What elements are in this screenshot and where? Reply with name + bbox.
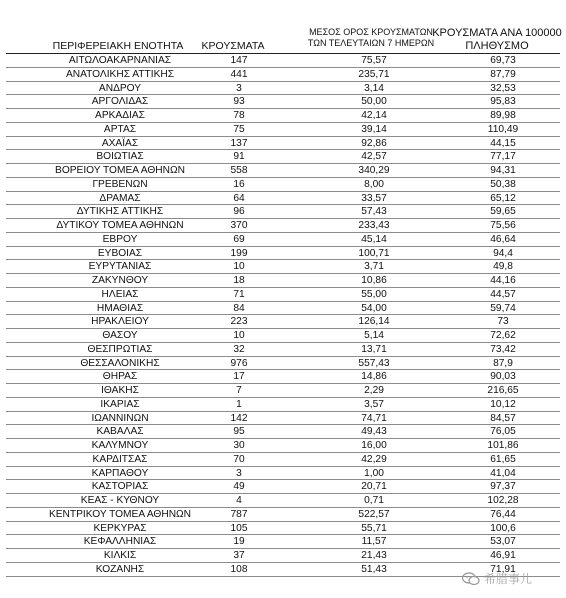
cell-region: ΚΑΛΥΜΝΟΥ: [91, 440, 149, 451]
cell-region: ΕΥΡΥΤΑΝΙΑΣ: [88, 261, 152, 273]
cell-region: ΘΗΡΑΣ: [102, 371, 138, 383]
cell-seven-day-average: 50,00: [361, 96, 387, 108]
cell-seven-day-average: 75,57: [361, 55, 387, 66]
cell-seven-day-average: 33,57: [361, 192, 387, 204]
cell-cases: 64: [233, 192, 245, 204]
cell-region: ΑΙΤΩΛΟΑΚΑΡΝΑΝΙΑΣ: [68, 55, 172, 66]
cell-cases: 10: [233, 330, 245, 341]
cell-seven-day-average: 522,57: [358, 508, 390, 520]
cell-cases: 199: [230, 247, 248, 259]
cell-per-100000: 10,12: [490, 398, 516, 410]
table-row: [6, 398, 560, 412]
cell-cases: 147: [230, 55, 248, 66]
column-header-region: ΠΕΡΙΦΕΡΕΙΑΚΗ ΕΝΟΤΗΤΑ: [52, 40, 184, 52]
cell-cases: 108: [230, 563, 248, 575]
cell-cases: 370: [230, 220, 248, 231]
cell-per-100000: 44,15: [490, 137, 516, 149]
cell-seven-day-average: 42,57: [361, 151, 387, 163]
table-row: [6, 453, 560, 467]
cell-cases: 37: [233, 550, 245, 561]
cell-region: ΑΡΚΑΔΙΑΣ: [95, 110, 145, 121]
cell-per-100000: 53,07: [490, 536, 516, 548]
cell-seven-day-average: 54,00: [361, 302, 387, 314]
cell-seven-day-average: 126,14: [358, 316, 390, 328]
table-row: [6, 480, 560, 494]
cell-per-100000: 41,04: [490, 467, 516, 479]
cell-per-100000: 87,9: [493, 357, 513, 369]
table-row: [6, 522, 560, 536]
table-row: [6, 467, 560, 481]
cell-seven-day-average: 13,71: [361, 343, 387, 355]
cell-seven-day-average: 3,14: [364, 82, 384, 94]
table-row: [6, 137, 560, 151]
cell-cases: 18: [233, 275, 245, 286]
table-row: [6, 178, 560, 192]
cell-seven-day-average: 235,71: [358, 68, 390, 80]
watermark: [462, 570, 532, 587]
table-row: [6, 302, 560, 316]
table-row: [6, 288, 560, 302]
cell-per-100000: 71,91: [490, 563, 516, 575]
table-row: [6, 274, 560, 288]
cell-region: ΕΥΒΟΙΑΣ: [97, 247, 143, 259]
cell-cases: 30: [233, 440, 245, 451]
cell-seven-day-average: 100,71: [358, 247, 390, 259]
cell-region: ΚΙΛΚΙΣ: [103, 550, 137, 561]
cell-cases: 91: [233, 151, 245, 163]
cell-cases: 7: [236, 385, 242, 396]
cell-region: ΙΩΑΝΝΙΝΩΝ: [91, 412, 149, 424]
cell-region: ΚΑΣΤΟΡΙΑΣ: [91, 481, 149, 493]
cell-region: ΚΑΡΠΑΘΟΥ: [91, 467, 149, 479]
cell-seven-day-average: 2,29: [364, 385, 384, 396]
cell-per-100000: 69,73: [490, 55, 516, 66]
column-header-seven-day-average: [296, 27, 446, 49]
cell-cases: 137: [230, 137, 248, 149]
table-row: [6, 439, 560, 453]
cell-per-100000: 110,49: [487, 123, 519, 135]
table-row: [6, 192, 560, 206]
cell-region: ΙΚΑΡΙΑΣ: [100, 398, 140, 410]
watermark-text: 希腊事儿: [484, 572, 533, 586]
cell-seven-day-average: 92,86: [361, 137, 387, 149]
cell-seven-day-average: 42,29: [361, 453, 387, 465]
cell-cases: 93: [233, 96, 245, 108]
cell-per-100000: 75,56: [490, 220, 516, 231]
cell-seven-day-average: 3,57: [364, 398, 384, 410]
table-row: [6, 260, 560, 274]
table-row: [6, 68, 560, 82]
cell-region: ΚΕΡΚΥΡΑΣ: [93, 522, 147, 534]
table-row: [6, 164, 560, 178]
cell-region: ΘΕΣΠΡΩΤΙΑΣ: [87, 343, 153, 355]
cell-cases: 17: [233, 371, 245, 383]
cell-seven-day-average: 340,29: [358, 165, 390, 176]
cell-region: ΚΕΝΤΡΙΚΟΥ ΤΟΜΕΑ ΑΘΗΝΩΝ: [48, 508, 192, 520]
cell-per-100000: 46,91: [490, 550, 516, 561]
cell-cases: 32: [233, 343, 245, 355]
table-row: [6, 549, 560, 563]
cell-seven-day-average: 39,14: [361, 123, 387, 135]
cell-per-100000: 50,38: [490, 178, 516, 190]
cell-region: ΓΡΕΒΕΝΩΝ: [92, 178, 148, 190]
table-row: [6, 535, 560, 549]
cell-cases: 16: [233, 178, 245, 190]
cell-cases: 71: [233, 288, 245, 300]
table-row: [6, 508, 560, 522]
cell-per-100000: 44,57: [490, 288, 516, 300]
cell-cases: 1: [236, 398, 242, 410]
cell-cases: 976: [230, 357, 248, 369]
table-row: [6, 205, 560, 219]
cell-cases: 4: [236, 495, 242, 506]
table-row: [6, 425, 560, 439]
cell-region: ΚΕΦΑΛΛΗΝΙΑΣ: [83, 536, 157, 548]
cell-region: ΑΝΑΤΟΛΙΚΗΣ ΑΤΤΙΚΗΣ: [65, 68, 175, 80]
table-row: [6, 233, 560, 247]
cell-region: ΚΑΒΑΛΑΣ: [96, 426, 144, 438]
cell-region: ΔΡΑΜΑΣ: [99, 192, 141, 204]
cell-per-100000: 76,44: [490, 508, 516, 520]
cell-seven-day-average: 57,43: [361, 206, 387, 218]
cell-cases: 3: [236, 467, 242, 479]
cell-seven-day-average: 0,71: [364, 495, 384, 506]
cell-region: ΑΡΓΟΛΙΔΑΣ: [91, 96, 149, 108]
cell-seven-day-average: 55,71: [361, 522, 387, 534]
cell-seven-day-average: 1,00: [364, 467, 384, 479]
wechat-bubble-icon: [462, 572, 480, 586]
column-header-avg-line1: ΜΕΣΟΣ ΟΡΟΣ ΚΡΟΥΣΜΑΤΩΝ: [309, 27, 433, 37]
cell-region: ΙΘΑΚΗΣ: [101, 385, 139, 396]
cell-per-100000: 100,6: [490, 522, 516, 534]
cell-per-100000: 97,37: [490, 481, 516, 493]
cell-cases: 223: [230, 316, 248, 328]
cell-region: ΘΕΣΣΑΛΟΝΙΚΗΣ: [80, 357, 160, 369]
cell-cases: 95: [233, 426, 245, 438]
cell-seven-day-average: 20,71: [361, 481, 387, 493]
cell-region: ΚΕΑΣ - ΚΥΘΝΟΥ: [80, 495, 160, 506]
cell-cases: 19: [233, 536, 245, 548]
cell-seven-day-average: 55,00: [361, 288, 387, 300]
cell-cases: 3: [236, 82, 242, 94]
cell-per-100000: 59,65: [490, 206, 516, 218]
cases-table-body: [6, 54, 560, 577]
table-row: [6, 343, 560, 357]
cell-seven-day-average: 14,86: [361, 371, 387, 383]
cell-cases: 10: [233, 261, 245, 273]
cell-region: ΗΡΑΚΛΕΙΟΥ: [91, 316, 149, 328]
table-row: [6, 412, 560, 426]
cell-per-100000: 72,62: [490, 330, 516, 341]
column-header-per-100000: [432, 27, 562, 53]
table-row: [6, 384, 560, 398]
cell-region: ΒΟΙΩΤΙΑΣ: [96, 151, 144, 163]
cell-seven-day-average: 8,00: [364, 178, 384, 190]
cell-seven-day-average: 11,57: [361, 536, 387, 548]
cell-cases: 96: [233, 206, 245, 218]
cell-seven-day-average: 10,86: [361, 275, 387, 286]
cell-per-100000: 76,05: [490, 426, 516, 438]
cell-per-100000: 73: [497, 316, 509, 328]
table-row: [6, 494, 560, 508]
cell-cases: 142: [230, 412, 248, 424]
cell-seven-day-average: 233,43: [358, 220, 390, 231]
cell-per-100000: 77,17: [490, 151, 516, 163]
cell-per-100000: 32,53: [490, 82, 516, 94]
cell-per-100000: 95,83: [490, 96, 516, 108]
table-row: [6, 315, 560, 329]
cell-seven-day-average: 42,14: [361, 110, 387, 121]
table-row: [6, 109, 560, 123]
cell-region: ΚΑΡΔΙΤΣΑΣ: [92, 453, 148, 465]
column-header-avg-line2: ΤΩΝ ΤΕΛΕΥΤΑΙΩΝ 7 ΗΜΕΡΩΝ: [307, 38, 435, 48]
cell-region: ΗΜΑΘΙΑΣ: [96, 302, 144, 314]
cell-region: ΒΟΡΕΙΟΥ ΤΟΜΕΑ ΑΘΗΝΩΝ: [55, 165, 185, 176]
cell-cases: 69: [233, 233, 245, 245]
cell-region: ΔΥΤΙΚΗΣ ΑΤΤΙΚΗΣ: [76, 206, 164, 218]
cell-per-100000: 46,64: [490, 233, 516, 245]
column-header-per-line2: ΠΛΗΘΥΣΜΟ: [465, 40, 529, 52]
cell-per-100000: 87,79: [490, 68, 516, 80]
cell-seven-day-average: 51,43: [361, 563, 387, 575]
cell-cases: 441: [230, 68, 248, 80]
cell-per-100000: 216,65: [487, 385, 519, 396]
cell-per-100000: 44,16: [490, 275, 516, 286]
cell-per-100000: 94,31: [490, 165, 516, 176]
table-row: [6, 247, 560, 261]
cell-region: ΚΟΖΑΝΗΣ: [95, 563, 145, 575]
cell-seven-day-average: 5,14: [364, 330, 384, 341]
cell-seven-day-average: 3,71: [364, 261, 384, 273]
table-row: [6, 54, 560, 68]
cell-per-100000: 102,28: [487, 495, 519, 506]
column-header-cases: ΚΡΟΥΣΜΑΤΑ: [201, 40, 265, 52]
cell-per-100000: 65,12: [490, 192, 516, 204]
cell-cases: 105: [230, 522, 248, 534]
cell-region: ΑΡΤΑΣ: [103, 123, 137, 135]
cell-per-100000: 94,4: [493, 247, 513, 259]
cell-per-100000: 59,74: [490, 302, 516, 314]
cell-region: ΔΥΤΙΚΟΥ ΤΟΜΕΑ ΑΘΗΝΩΝ: [56, 220, 184, 231]
cell-seven-day-average: 16,00: [361, 440, 387, 451]
cell-region: ΕΒΡΟΥ: [102, 233, 138, 245]
table-row: [6, 123, 560, 137]
cell-cases: 78: [233, 110, 245, 121]
cell-per-100000: 73,42: [490, 343, 516, 355]
table-row: [6, 95, 560, 109]
cell-region: ΑΝΔΡΟΥ: [98, 82, 142, 94]
cell-seven-day-average: 45,14: [361, 233, 387, 245]
cell-region: ΘΑΣΟΥ: [102, 330, 138, 341]
cell-region: ΑΧΑΪΑΣ: [101, 137, 139, 149]
cell-per-100000: 49,8: [493, 261, 513, 273]
cell-cases: 70: [233, 453, 245, 465]
cell-seven-day-average: 74,71: [361, 412, 387, 424]
cell-per-100000: 84,57: [490, 412, 516, 424]
cell-cases: 75: [233, 123, 245, 135]
cell-per-100000: 90,03: [490, 371, 516, 383]
cell-per-100000: 101,86: [487, 440, 519, 451]
column-header-per-line1: ΚΡΟΥΣΜΑΤΑ ΑΝΑ 100000: [432, 27, 562, 39]
cell-cases: 558: [230, 165, 248, 176]
cell-cases: 49: [233, 481, 245, 493]
table-row: [6, 357, 560, 371]
cell-seven-day-average: 49,43: [361, 426, 387, 438]
cell-region: ΗΛΕΙΑΣ: [101, 288, 139, 300]
cell-region: ΖΑΚΥΝΘΟΥ: [91, 275, 149, 286]
cell-cases: 787: [230, 508, 248, 520]
table-row: [6, 219, 560, 233]
table-row: [6, 370, 560, 384]
cell-seven-day-average: 557,43: [358, 357, 390, 369]
cell-seven-day-average: 21,43: [361, 550, 387, 561]
table-row: [6, 329, 560, 343]
table-row: [6, 150, 560, 164]
cell-cases: 84: [233, 302, 245, 314]
table-row: [6, 82, 560, 96]
cell-per-100000: 89,98: [490, 110, 516, 121]
cell-per-100000: 61,65: [490, 453, 516, 465]
